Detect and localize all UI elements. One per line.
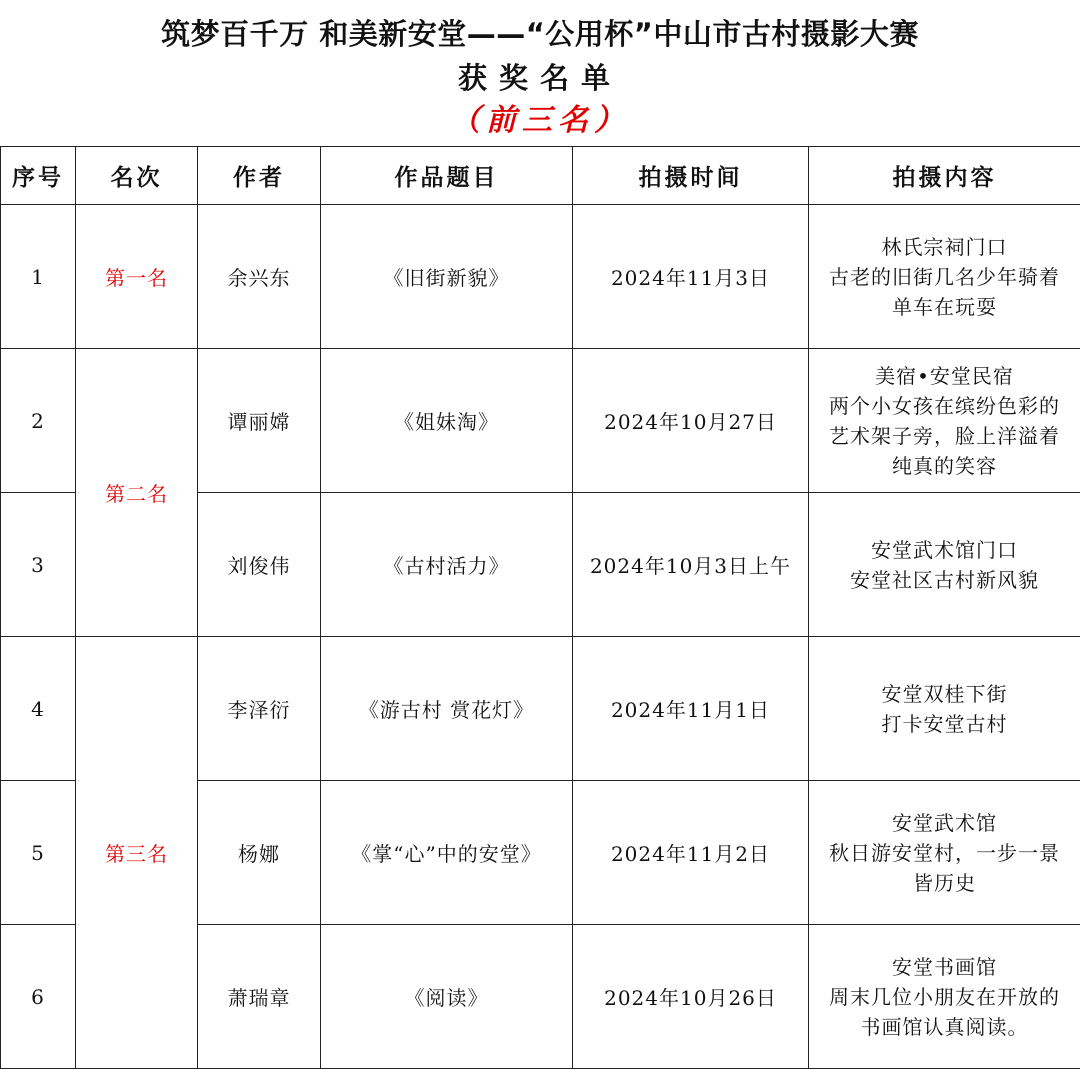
content-line: 单车在玩耍 [809, 292, 1080, 322]
page-subtitle: 获奖名单 [0, 56, 1080, 97]
content-line: 打卡安堂古村 [809, 709, 1080, 739]
cell-no: 1 [1, 205, 76, 349]
column-header-rank: 名次 [76, 147, 198, 205]
cell-no: 2 [1, 349, 76, 493]
content-line: 安堂社区古村新风貌 [809, 565, 1080, 595]
table-row [1, 205, 1080, 349]
table-header-row [1, 147, 1080, 205]
column-header-content: 拍摄内容 [809, 147, 1080, 205]
content-line: 安堂书画馆 [809, 952, 1080, 982]
column-header-no: 序号 [1, 147, 76, 205]
cell-author: 刘俊伟 [198, 493, 321, 637]
cell-author: 李泽衍 [198, 637, 321, 781]
cell-work-title: 《姐妹淘》 [321, 349, 573, 493]
document-header [0, 0, 1080, 146]
cell-date: 2024年10月3日上午 [573, 493, 809, 637]
awards-table [0, 146, 1080, 1069]
cell-work-title: 《古村活力》 [321, 493, 573, 637]
content-line: 书画馆认真阅读。 [809, 1012, 1080, 1042]
content-line: 秋日游安堂村，一步一景 [809, 838, 1080, 868]
cell-author: 谭丽嫦 [198, 349, 321, 493]
cell-author: 杨娜 [198, 781, 321, 925]
content-line: 皆历史 [809, 868, 1080, 898]
content-line: 艺术架子旁，脸上洋溢着 [809, 421, 1080, 451]
cell-rank-first: 第一名 [76, 205, 198, 349]
column-header-date: 拍摄时间 [573, 147, 809, 205]
cell-no: 5 [1, 781, 76, 925]
content-line: 两个小女孩在缤纷色彩的 [809, 391, 1080, 421]
cell-work-title: 《掌“心”中的安堂》 [321, 781, 573, 925]
rank-scope-note: （前三名） [0, 95, 1080, 139]
cell-author: 余兴东 [198, 205, 321, 349]
cell-no: 6 [1, 925, 76, 1069]
content-line: 美宿•安堂民宿 [809, 361, 1080, 391]
cell-work-title: 《游古村 赏花灯》 [321, 637, 573, 781]
cell-author: 萧瑞章 [198, 925, 321, 1069]
table-row [1, 349, 1080, 493]
cell-no: 3 [1, 493, 76, 637]
cell-date: 2024年11月1日 [573, 637, 809, 781]
cell-date: 2024年11月2日 [573, 781, 809, 925]
cell-content [809, 493, 1080, 637]
table-row [1, 637, 1080, 781]
page-title: 筑梦百千万 和美新安堂——“公用杯”中山市古村摄影大赛 [0, 12, 1080, 53]
cell-content [809, 205, 1080, 349]
content-line: 安堂双桂下街 [809, 679, 1080, 709]
column-header-author: 作者 [198, 147, 321, 205]
content-line: 纯真的笑容 [809, 451, 1080, 481]
cell-content [809, 781, 1080, 925]
cell-date: 2024年11月3日 [573, 205, 809, 349]
cell-no: 4 [1, 637, 76, 781]
cell-rank-second: 第二名 [76, 349, 198, 637]
cell-work-title: 《旧街新貌》 [321, 205, 573, 349]
cell-rank-third: 第三名 [76, 637, 198, 1069]
content-line: 安堂武术馆门口 [809, 535, 1080, 565]
column-header-title: 作品题目 [321, 147, 573, 205]
cell-date: 2024年10月27日 [573, 349, 809, 493]
content-line: 周末几位小朋友在开放的 [809, 982, 1080, 1012]
content-line: 古老的旧街几名少年骑着 [809, 262, 1080, 292]
cell-date: 2024年10月26日 [573, 925, 809, 1069]
cell-content [809, 925, 1080, 1069]
content-line: 林氏宗祠门口 [809, 232, 1080, 262]
cell-work-title: 《阅读》 [321, 925, 573, 1069]
cell-content [809, 349, 1080, 493]
content-line: 安堂武术馆 [809, 808, 1080, 838]
cell-content [809, 637, 1080, 781]
